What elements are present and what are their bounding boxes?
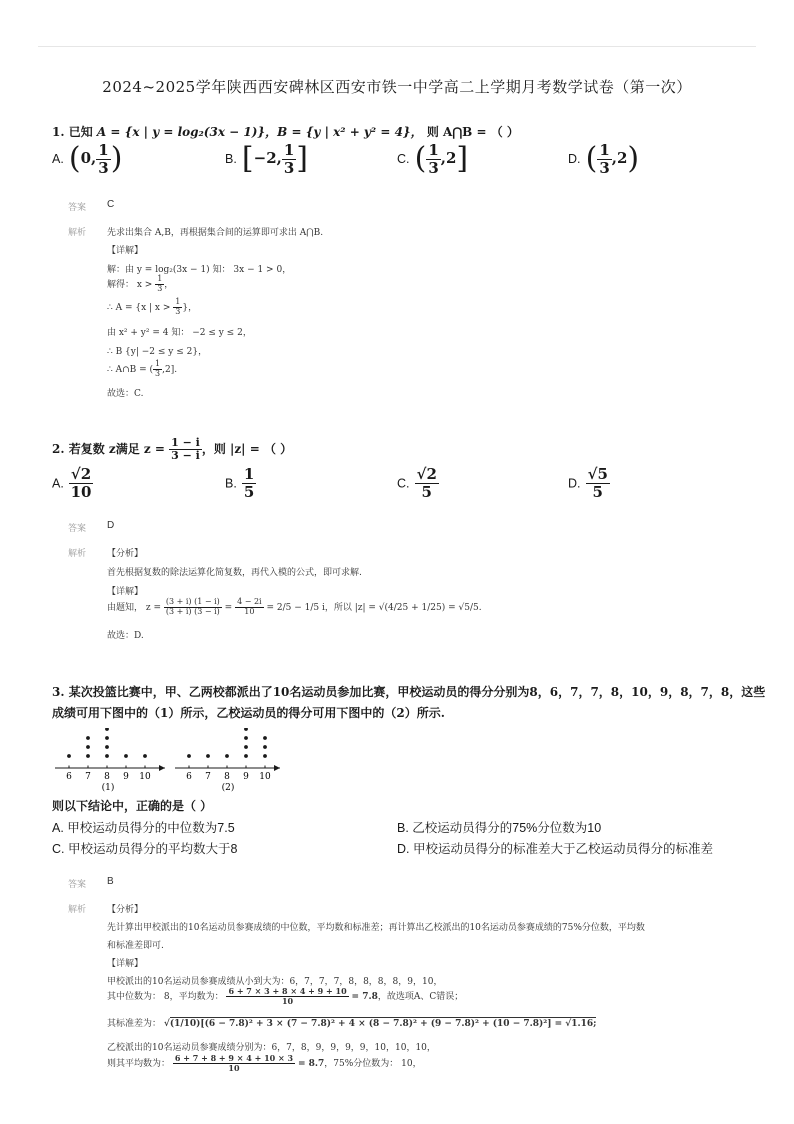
q2-sol-line-1: 【分析】 — [107, 549, 144, 559]
data-point-dot-plot-1 — [143, 754, 147, 758]
page-title: 2024~2025学年陕西西安碑林区西安市铁一中学高二上学期月考数学试卷（第一次） — [102, 78, 692, 96]
q2-option-d[interactable]: D. $\frac{√5}{5}$ — [568, 465, 608, 501]
q3-answer-value: B — [107, 876, 114, 887]
q3-option-d[interactable]: D. 甲校运动员得分的标准差大于乙校运动员得分的标准差 — [397, 842, 713, 856]
q1-sol-line-3: 解：由 y = log₂(3x − 1) 知： 3x − 1 > 0， — [107, 265, 292, 275]
data-point-dot-plot-1 — [105, 728, 109, 731]
q3-option-c[interactable]: C. 甲校运动员得分的平均数大于8 — [52, 842, 238, 856]
q1-sol-line-1: 先求出集合 A,B，再根据集合间的运算即可求出 A⋂B. — [107, 228, 324, 238]
q2-answer-label: 答案 — [68, 523, 87, 533]
q1-analysis-label: 解析 — [68, 227, 87, 237]
tick-label: 9 — [243, 772, 249, 782]
q1-sol-line-7: ∴ B {y| −2 ≤ y ≤ 2}， — [107, 347, 208, 357]
q3-ask: 则以下结论中，正确的是（ ） — [52, 799, 213, 813]
caption-2: (2) — [221, 783, 235, 793]
data-point-dot-plot-1 — [105, 754, 109, 758]
data-point-dot-plot-1 — [86, 736, 90, 740]
data-point-dot-plot-1 — [105, 745, 109, 749]
data-point-dot-plot-2 — [244, 754, 248, 758]
q1-answer-value: C — [107, 199, 115, 210]
q1-answer-label: 答案 — [68, 202, 87, 212]
q3-sol-line-3: 和标准差即可. — [107, 941, 164, 951]
q1-sol-line-9: 故选：C. — [107, 389, 144, 399]
q3-option-a[interactable]: A. 甲校运动员得分的中位数为7.5 — [52, 821, 235, 835]
data-point-dot-plot-2 — [187, 754, 191, 758]
tick-label: 8 — [104, 772, 110, 782]
q1-sol-line-6: 由 x² + y² = 4 知： −2 ≤ y ≤ 2， — [107, 328, 252, 338]
tick-label: 9 — [123, 772, 129, 782]
caption-1: (1) — [101, 783, 115, 793]
tick-label: 8 — [224, 772, 230, 782]
q2-sol-line-5: 故选：D. — [107, 631, 144, 641]
data-point-dot-plot-2 — [225, 754, 229, 758]
data-point-dot-plot-1 — [124, 754, 128, 758]
q3-sol-line-9: 则其平均数为： $\frac{6 + 7 + 8 + 9 \times 4 + 10 \times 3}{10}$ = 8.7，75%分位数为： 10， — [107, 1053, 422, 1073]
q2-sol-line-4: 由题知， z = $\frac{(3 + i) (1 - i)}{(3 + i) (3 - i)}$ = $\frac{4 - 2i}{10}$ = 2/5 − 1/5 i，所以 |z| = √(4/25 + 1/25) = √5/5. — [107, 597, 482, 616]
q1-option-c[interactable]: C. ( $\frac{1}{3}$ ,2] — [397, 141, 469, 177]
q3-sol-line-6: 其中位数为： 8，平均数为： $\frac{6 + 7 \times 3 + 8 \times 4 + 9 + 10}{10}$ = 7.8，故选项A、C错误； — [107, 986, 464, 1006]
data-point-dot-plot-1 — [86, 754, 90, 758]
data-point-dot-plot-1 — [86, 745, 90, 749]
data-point-dot-plot-1 — [105, 736, 109, 740]
data-point-dot-plot-2 — [244, 736, 248, 740]
q3-sol-line-8: 乙校派出的10名运动员参赛成绩分别为：6，7，8，9，9，9，9，10，10，10， — [107, 1043, 436, 1053]
q2-sol-line-3: 【详解】 — [107, 587, 144, 597]
q3-answer-label: 答案 — [68, 879, 87, 889]
data-point-dot-plot-1 — [67, 754, 71, 758]
q1-option-b[interactable]: B. [−2, $\frac{1}{3}$ ] — [225, 141, 309, 177]
q1-option-a[interactable]: A. (0, $\frac{1}{3}$ ) — [52, 141, 123, 177]
q2-answer-value: D — [107, 520, 115, 531]
data-point-dot-plot-2 — [263, 745, 267, 749]
tick-label: 7 — [205, 772, 211, 782]
q3-dot-plots — [50, 728, 290, 796]
q1-stem-ask: 则 A⋂B = （ ） — [426, 125, 519, 139]
q3-sol-line-4: 【详解】 — [107, 959, 144, 969]
q3-sol-line-7: 其标准差为： √(1/10)[(6 − 7.8)² + 3 × (7 − 7.8)² + 4 × (8 − 7.8)² + (9 − 7.8)² + (10 − 7.8)²] = √1.16; — [107, 1019, 597, 1029]
q3-analysis-label: 解析 — [68, 904, 87, 914]
q3-stem-line-2: 成绩可用下图中的（1）所示，乙校运动员的得分可用下图中的（2）所示. — [52, 706, 445, 720]
q3-sol-line-2: 先计算出甲校派出的10名运动员参赛成绩的中位数，平均数和标准差；再计算出乙校派出的10名运动员参赛成绩的75%分位数，平均数 — [107, 923, 645, 933]
q1-sol-line-2: 【详解】 — [107, 246, 144, 256]
q2-stem: 2. 若复数 z满足 z = $\frac{1 - i}{3 - i}$ ，则 |z| = （ ） — [52, 436, 293, 463]
q1-stem-sets: A = {x | y = log₂(3x − 1)}，B = {y | x² + y² = 4}， — [96, 125, 423, 139]
data-point-dot-plot-2 — [263, 754, 267, 758]
dot-plot-1 — [66, 728, 151, 782]
q2-option-b[interactable]: B. $\frac{1}{5}$ — [225, 465, 255, 501]
data-point-dot-plot-2 — [244, 745, 248, 749]
q3-sol-line-5: 甲校派出的10名运动员参赛成绩从小到大为：6，7，7，7，8，8，8，8，9，10， — [107, 977, 443, 987]
q2-option-a[interactable]: A. $\frac{√2}{10}$ — [52, 465, 92, 501]
q1-option-d[interactable]: D. ( $\frac{1}{3}$ ,2) — [568, 141, 640, 177]
q1-sol-line-5: ∴ A = {x | x > $\frac{1}{3}$ }， — [107, 297, 198, 316]
tick-label: 6 — [66, 772, 72, 782]
q3-stem-line-1: 3. 某次投篮比赛中，甲、乙两校都派出了10名运动员参加比赛，甲校运动员的得分分别为8，6，7，7，8，10，9，8，7，8，这些 — [52, 685, 766, 699]
q2-analysis-label: 解析 — [68, 548, 87, 558]
top-rule — [38, 46, 756, 47]
q1-sol-line-4: 解得： x > $\frac{1}{3}$ ， — [107, 274, 174, 293]
q1-sol-line-8: ∴ A∩B = ( $\frac{1}{3}$ ,2]. — [107, 359, 178, 378]
q1-stem-prefix: 1. 已知 — [52, 125, 93, 139]
q2-option-c[interactable]: C. $\frac{√2}{5}$ — [397, 465, 437, 501]
tick-label: 7 — [85, 772, 91, 782]
tick-label: 10 — [139, 772, 151, 782]
data-point-dot-plot-2 — [206, 754, 210, 758]
data-point-dot-plot-2 — [263, 736, 267, 740]
tick-label: 6 — [186, 772, 192, 782]
q1-stem — [52, 123, 519, 140]
data-point-dot-plot-2 — [244, 728, 248, 731]
q3-option-b[interactable]: B. 乙校运动员得分的75%分位数为10 — [397, 821, 602, 835]
tick-label: 10 — [259, 772, 271, 782]
dot-plot-2 — [186, 728, 271, 782]
q3-sol-line-1: 【分析】 — [107, 905, 144, 915]
q2-sol-line-2: 首先根据复数的除法运算化简复数，再代入模的公式，即可求解. — [107, 568, 362, 578]
